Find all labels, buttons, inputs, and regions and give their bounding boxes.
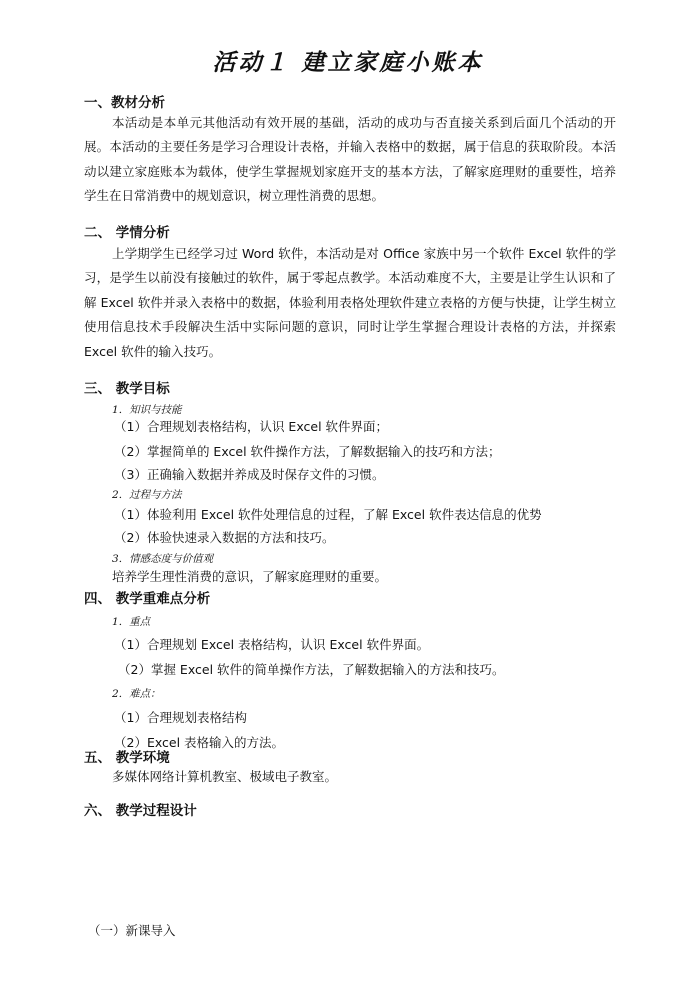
section-heading-learners: 二、 学情分析: [84, 225, 170, 241]
environment-text: 多媒体网络计算机教室、极域电子教室。: [112, 769, 338, 784]
section-body-learners: 上学期学生已经学习过 Word 软件，本活动是对 Office 家族中另一个软件 Excel 软件的学习，是学生以前没有接触过的软件，属于零起点教学。本活动难度不大，主要是让学生认识和了解 Excel 软件并录入表格中的数据，体验利用表格处理软件建立表格的方便与快捷，让学生树立使用信息技术手段解决生活中实际问题的意识，同时让学生掌握合理设计表格的方法，并探索 Excel 软件的输入技巧。: [84, 246, 616, 359]
section-heading-key-points: 四、 教学重难点分析: [84, 591, 211, 607]
subheading-difficulty: 2．难点：: [112, 688, 161, 700]
subheading-key-point: 1．重点: [112, 616, 151, 628]
section-heading-process-design: 六、 教学过程设计: [84, 803, 197, 819]
section-heading-environment: 五、 教学环境: [84, 750, 170, 766]
objective-item: （1）体验利用 Excel 软件处理信息的过程，了解 Excel 软件表达信息的优势: [114, 507, 542, 522]
key-point-item: （2）掌握 Excel 软件的简单操作方法，了解数据输入的方法和技巧。: [118, 662, 505, 677]
difficulty-item: （1）合理规划表格结构: [114, 710, 247, 725]
objective-item: （1）合理规划表格结构，认识 Excel 软件界面；: [114, 419, 389, 434]
objective-item: （2）掌握简单的 Excel 软件操作方法，了解数据输入的技巧和方法；: [114, 444, 501, 459]
objective-item: （3）正确输入数据并养成及时保存文件的习惯。: [114, 467, 385, 482]
section-body-materials: 本活动是本单元其他活动有效开展的基础，活动的成功与否直接关系到后面几个活动的开展。本活动的主要任务是学习合理设计表格，并输入表格中的数据，属于信息的获取阶段。本活动以建立家庭账本为载体，使学生掌握规划家庭开支的基本方法，了解家庭理财的重要性，培养学生在日常消费中的规划意识，树立理性消费的思想。: [84, 115, 616, 204]
subheading-process-methods: 2．过程与方法: [112, 489, 182, 501]
section-heading-objectives: 三、 教学目标: [84, 381, 170, 397]
section-heading-materials: 一、教材分析: [84, 95, 165, 111]
subheading-knowledge-skills: 1．知识与技能: [112, 404, 182, 416]
subheading-attitudes-values: 3．情感态度与价值观: [112, 553, 214, 565]
key-point-item: （1）合理规划 Excel 表格结构，认识 Excel 软件界面。: [114, 637, 430, 652]
subsection-new-lesson-intro: （一）新课导入: [88, 923, 176, 938]
difficulty-item: （2）Excel 表格输入的方法。: [114, 735, 285, 750]
document-title: 活动１ 建立家庭小账本: [212, 49, 484, 76]
objective-item: （2）体验快速录入数据的方法和技巧。: [114, 530, 335, 545]
objective-item: 培养学生理性消费的意识，了解家庭理财的重要。: [112, 569, 388, 584]
